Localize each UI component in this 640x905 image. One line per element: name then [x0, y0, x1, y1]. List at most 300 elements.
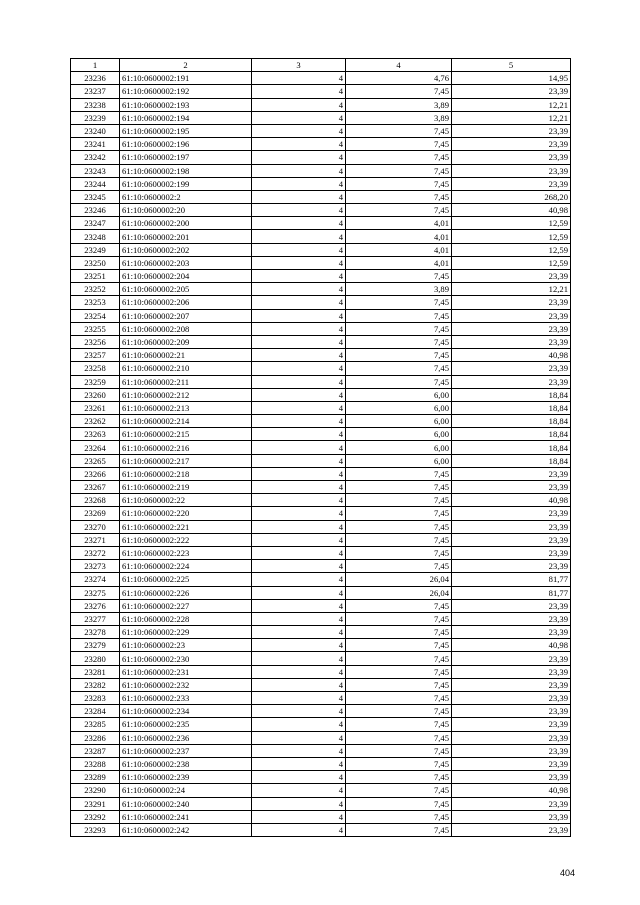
category-cell: 4 [252, 665, 346, 678]
total-cell: 23,39 [452, 560, 571, 573]
cadastral-number-cell: 61:10:0600002:223 [120, 546, 252, 559]
value-cell: 7,45 [346, 507, 452, 520]
cadastral-number-cell: 61:10:0600002:22 [120, 494, 252, 507]
header-row [71, 59, 571, 72]
total-cell: 12,59 [452, 217, 571, 230]
value-cell: 7,45 [346, 731, 452, 744]
row-number-cell: 23251 [71, 270, 120, 283]
cadastral-number-cell: 61:10:0600002:231 [120, 665, 252, 678]
total-cell: 23,39 [452, 335, 571, 348]
table-row [71, 375, 571, 388]
category-cell: 4 [252, 757, 346, 770]
value-cell: 7,45 [346, 797, 452, 810]
row-number-cell: 23242 [71, 151, 120, 164]
row-number-cell: 23252 [71, 283, 120, 296]
total-cell: 81,77 [452, 573, 571, 586]
row-number-cell: 23247 [71, 217, 120, 230]
category-cell: 4 [252, 85, 346, 98]
cadastral-number-cell: 61:10:0600002:191 [120, 72, 252, 85]
value-cell: 7,45 [346, 467, 452, 480]
row-number-cell: 23266 [71, 467, 120, 480]
table-row [71, 151, 571, 164]
category-cell: 4 [252, 388, 346, 401]
cadastral-number-cell: 61:10:0600002:210 [120, 362, 252, 375]
table-row [71, 757, 571, 770]
category-cell: 4 [252, 349, 346, 362]
table-row [71, 797, 571, 810]
category-cell: 4 [252, 243, 346, 256]
cadastral-number-cell: 61:10:0600002:199 [120, 177, 252, 190]
value-cell: 7,45 [346, 494, 452, 507]
table-row [71, 230, 571, 243]
table-row [71, 665, 571, 678]
column-header-1: 1 [71, 59, 120, 72]
cadastral-number-cell: 61:10:0600002:192 [120, 85, 252, 98]
row-number-cell: 23271 [71, 533, 120, 546]
total-cell: 18,84 [452, 441, 571, 454]
total-cell: 12,21 [452, 111, 571, 124]
total-cell: 23,39 [452, 309, 571, 322]
table-row [71, 217, 571, 230]
row-number-cell: 23286 [71, 731, 120, 744]
total-cell: 23,39 [452, 718, 571, 731]
value-cell: 6,00 [346, 388, 452, 401]
total-cell: 23,39 [452, 692, 571, 705]
cadastral-number-cell: 61:10:0600002:242 [120, 823, 252, 836]
total-cell: 23,39 [452, 177, 571, 190]
value-cell: 3,89 [346, 98, 452, 111]
row-number-cell: 23278 [71, 626, 120, 639]
table-row [71, 441, 571, 454]
table-row [71, 111, 571, 124]
category-cell: 4 [252, 190, 346, 203]
value-cell: 7,45 [346, 533, 452, 546]
row-number-cell: 23275 [71, 586, 120, 599]
total-cell: 23,39 [452, 322, 571, 335]
category-cell: 4 [252, 573, 346, 586]
row-number-cell: 23259 [71, 375, 120, 388]
row-number-cell: 23277 [71, 612, 120, 625]
category-cell: 4 [252, 362, 346, 375]
row-number-cell: 23272 [71, 546, 120, 559]
table-row [71, 639, 571, 652]
value-cell: 7,45 [346, 164, 452, 177]
category-cell: 4 [252, 270, 346, 283]
row-number-cell: 23290 [71, 784, 120, 797]
total-cell: 23,39 [452, 612, 571, 625]
total-cell: 40,98 [452, 784, 571, 797]
category-cell: 4 [252, 124, 346, 137]
category-cell: 4 [252, 560, 346, 573]
row-number-cell: 23243 [71, 164, 120, 177]
table-row [71, 692, 571, 705]
table-row [71, 810, 571, 823]
table-row [71, 731, 571, 744]
table-row [71, 177, 571, 190]
cadastral-number-cell: 61:10:0600002:216 [120, 441, 252, 454]
row-number-cell: 23258 [71, 362, 120, 375]
total-cell: 23,39 [452, 599, 571, 612]
value-cell: 7,45 [346, 560, 452, 573]
table-row [71, 362, 571, 375]
category-cell: 4 [252, 151, 346, 164]
row-number-cell: 23253 [71, 296, 120, 309]
table-row [71, 204, 571, 217]
row-number-cell: 23260 [71, 388, 120, 401]
total-cell: 18,84 [452, 454, 571, 467]
cadastral-number-cell: 61:10:0600002:229 [120, 626, 252, 639]
cadastral-number-cell: 61:10:0600002:196 [120, 138, 252, 151]
table-row [71, 322, 571, 335]
row-number-cell: 23283 [71, 692, 120, 705]
total-cell: 23,39 [452, 810, 571, 823]
cadastral-number-cell: 61:10:0600002:219 [120, 481, 252, 494]
cadastral-number-cell: 61:10:0600002:208 [120, 322, 252, 335]
category-cell: 4 [252, 639, 346, 652]
cadastral-number-cell: 61:10:0600002:221 [120, 520, 252, 533]
category-cell: 4 [252, 204, 346, 217]
value-cell: 7,45 [346, 612, 452, 625]
row-number-cell: 23238 [71, 98, 120, 111]
category-cell: 4 [252, 797, 346, 810]
data-table [70, 58, 571, 837]
total-cell: 23,39 [452, 375, 571, 388]
cadastral-number-cell: 61:10:0600002:234 [120, 705, 252, 718]
table-row [71, 705, 571, 718]
total-cell: 23,39 [452, 362, 571, 375]
row-number-cell: 23292 [71, 810, 120, 823]
category-cell: 4 [252, 533, 346, 546]
total-cell: 23,39 [452, 467, 571, 480]
cadastral-number-cell: 61:10:0600002:217 [120, 454, 252, 467]
cadastral-number-cell: 61:10:0600002:205 [120, 283, 252, 296]
table-row [71, 72, 571, 85]
category-cell: 4 [252, 692, 346, 705]
row-number-cell: 23257 [71, 349, 120, 362]
table-row [71, 190, 571, 203]
table-row [71, 784, 571, 797]
category-cell: 4 [252, 705, 346, 718]
value-cell: 7,45 [346, 270, 452, 283]
table-row [71, 533, 571, 546]
row-number-cell: 23236 [71, 72, 120, 85]
value-cell: 7,45 [346, 190, 452, 203]
cadastral-number-cell: 61:10:0600002:227 [120, 599, 252, 612]
value-cell: 7,45 [346, 296, 452, 309]
total-cell: 12,59 [452, 230, 571, 243]
cadastral-number-cell: 61:10:0600002:226 [120, 586, 252, 599]
row-number-cell: 23284 [71, 705, 120, 718]
value-cell: 7,45 [346, 757, 452, 770]
table-row [71, 401, 571, 414]
table-row [71, 349, 571, 362]
value-cell: 7,45 [346, 177, 452, 190]
category-cell: 4 [252, 731, 346, 744]
value-cell: 6,00 [346, 415, 452, 428]
cadastral-number-cell: 61:10:0600002:232 [120, 678, 252, 691]
value-cell: 4,01 [346, 230, 452, 243]
value-cell: 6,00 [346, 401, 452, 414]
total-cell: 23,39 [452, 546, 571, 559]
category-cell: 4 [252, 283, 346, 296]
value-cell: 3,89 [346, 111, 452, 124]
total-cell: 23,39 [452, 678, 571, 691]
category-cell: 4 [252, 441, 346, 454]
cadastral-number-cell: 61:10:0600002:197 [120, 151, 252, 164]
cadastral-number-cell: 61:10:0600002:215 [120, 428, 252, 441]
table-row [71, 599, 571, 612]
row-number-cell: 23237 [71, 85, 120, 98]
cadastral-number-cell: 61:10:0600002:222 [120, 533, 252, 546]
total-cell: 40,98 [452, 204, 571, 217]
value-cell: 7,45 [346, 692, 452, 705]
total-cell: 23,39 [452, 270, 571, 283]
row-number-cell: 23264 [71, 441, 120, 454]
table-row [71, 678, 571, 691]
total-cell: 23,39 [452, 626, 571, 639]
cadastral-number-cell: 61:10:0600002:194 [120, 111, 252, 124]
category-cell: 4 [252, 481, 346, 494]
cadastral-number-cell: 61:10:0600002:203 [120, 256, 252, 269]
cadastral-number-cell: 61:10:0600002:211 [120, 375, 252, 388]
value-cell: 7,45 [346, 375, 452, 388]
value-cell: 6,00 [346, 454, 452, 467]
row-number-cell: 23256 [71, 335, 120, 348]
category-cell: 4 [252, 599, 346, 612]
table-row [71, 718, 571, 731]
total-cell: 40,98 [452, 349, 571, 362]
total-cell: 268,20 [452, 190, 571, 203]
row-number-cell: 23291 [71, 797, 120, 810]
cadastral-number-cell: 61:10:0600002:236 [120, 731, 252, 744]
category-cell: 4 [252, 335, 346, 348]
cadastral-number-cell: 61:10:0600002:213 [120, 401, 252, 414]
table-row [71, 415, 571, 428]
row-number-cell: 23293 [71, 823, 120, 836]
category-cell: 4 [252, 415, 346, 428]
cadastral-number-cell: 61:10:0600002:241 [120, 810, 252, 823]
category-cell: 4 [252, 494, 346, 507]
table-row [71, 626, 571, 639]
total-cell: 12,59 [452, 256, 571, 269]
value-cell: 7,45 [346, 138, 452, 151]
value-cell: 7,45 [346, 599, 452, 612]
row-number-cell: 23249 [71, 243, 120, 256]
row-number-cell: 23270 [71, 520, 120, 533]
table-row [71, 771, 571, 784]
total-cell: 18,84 [452, 388, 571, 401]
row-number-cell: 23239 [71, 111, 120, 124]
table-row [71, 243, 571, 256]
value-cell: 7,45 [346, 771, 452, 784]
table-row [71, 560, 571, 573]
table-row [71, 335, 571, 348]
row-number-cell: 23280 [71, 652, 120, 665]
category-cell: 4 [252, 652, 346, 665]
total-cell: 23,39 [452, 771, 571, 784]
category-cell: 4 [252, 718, 346, 731]
category-cell: 4 [252, 296, 346, 309]
cadastral-number-cell: 61:10:0600002:193 [120, 98, 252, 111]
total-cell: 23,39 [452, 520, 571, 533]
table-row [71, 652, 571, 665]
cadastral-number-cell: 61:10:0600002:240 [120, 797, 252, 810]
cadastral-number-cell: 61:10:0600002:21 [120, 349, 252, 362]
total-cell: 23,39 [452, 757, 571, 770]
row-number-cell: 23261 [71, 401, 120, 414]
category-cell: 4 [252, 230, 346, 243]
value-cell: 4,76 [346, 72, 452, 85]
cadastral-number-cell: 61:10:0600002:204 [120, 270, 252, 283]
category-cell: 4 [252, 520, 346, 533]
category-cell: 4 [252, 678, 346, 691]
table-row [71, 744, 571, 757]
value-cell: 7,45 [346, 718, 452, 731]
row-number-cell: 23274 [71, 573, 120, 586]
value-cell: 7,45 [346, 520, 452, 533]
total-cell: 23,39 [452, 705, 571, 718]
cadastral-number-cell: 61:10:0600002:218 [120, 467, 252, 480]
table-row [71, 546, 571, 559]
category-cell: 4 [252, 72, 346, 85]
total-cell: 23,39 [452, 731, 571, 744]
row-number-cell: 23263 [71, 428, 120, 441]
cadastral-number-cell: 61:10:0600002:201 [120, 230, 252, 243]
table-row [71, 138, 571, 151]
value-cell: 26,04 [346, 586, 452, 599]
category-cell: 4 [252, 612, 346, 625]
value-cell: 7,45 [346, 639, 452, 652]
total-cell: 81,77 [452, 586, 571, 599]
total-cell: 23,39 [452, 797, 571, 810]
category-cell: 4 [252, 467, 346, 480]
cadastral-number-cell: 61:10:0600002:2 [120, 190, 252, 203]
value-cell: 7,45 [346, 678, 452, 691]
total-cell: 12,21 [452, 98, 571, 111]
value-cell: 7,45 [346, 481, 452, 494]
row-number-cell: 23288 [71, 757, 120, 770]
row-number-cell: 23245 [71, 190, 120, 203]
category-cell: 4 [252, 507, 346, 520]
cadastral-number-cell: 61:10:0600002:238 [120, 757, 252, 770]
table-row [71, 428, 571, 441]
category-cell: 4 [252, 784, 346, 797]
table-row [71, 270, 571, 283]
cadastral-number-cell: 61:10:0600002:224 [120, 560, 252, 573]
cadastral-number-cell: 61:10:0600002:239 [120, 771, 252, 784]
category-cell: 4 [252, 428, 346, 441]
row-number-cell: 23248 [71, 230, 120, 243]
cadastral-number-cell: 61:10:0600002:228 [120, 612, 252, 625]
row-number-cell: 23254 [71, 309, 120, 322]
total-cell: 23,39 [452, 85, 571, 98]
value-cell: 4,01 [346, 243, 452, 256]
total-cell: 23,39 [452, 665, 571, 678]
total-cell: 23,39 [452, 151, 571, 164]
value-cell: 4,01 [346, 256, 452, 269]
value-cell: 7,45 [346, 810, 452, 823]
category-cell: 4 [252, 454, 346, 467]
category-cell: 4 [252, 546, 346, 559]
column-header-2: 2 [120, 59, 252, 72]
total-cell: 23,39 [452, 124, 571, 137]
category-cell: 4 [252, 810, 346, 823]
value-cell: 7,45 [346, 124, 452, 137]
column-header-4: 4 [346, 59, 452, 72]
row-number-cell: 23246 [71, 204, 120, 217]
value-cell: 7,45 [346, 349, 452, 362]
cadastral-number-cell: 61:10:0600002:24 [120, 784, 252, 797]
total-cell: 23,39 [452, 533, 571, 546]
value-cell: 7,45 [346, 362, 452, 375]
category-cell: 4 [252, 217, 346, 230]
category-cell: 4 [252, 309, 346, 322]
table-row [71, 124, 571, 137]
row-number-cell: 23289 [71, 771, 120, 784]
row-number-cell: 23276 [71, 599, 120, 612]
cadastral-number-cell: 61:10:0600002:206 [120, 296, 252, 309]
row-number-cell: 23262 [71, 415, 120, 428]
cadastral-number-cell: 61:10:0600002:198 [120, 164, 252, 177]
table-row [71, 467, 571, 480]
category-cell: 4 [252, 322, 346, 335]
table-row [71, 283, 571, 296]
table-row [71, 256, 571, 269]
total-cell: 23,39 [452, 652, 571, 665]
row-number-cell: 23281 [71, 665, 120, 678]
table-row [71, 573, 571, 586]
column-header-5: 5 [452, 59, 571, 72]
total-cell: 23,39 [452, 164, 571, 177]
category-cell: 4 [252, 177, 346, 190]
total-cell: 18,84 [452, 415, 571, 428]
table-row [71, 98, 571, 111]
category-cell: 4 [252, 771, 346, 784]
table-row [71, 481, 571, 494]
total-cell: 14,95 [452, 72, 571, 85]
table-row [71, 309, 571, 322]
category-cell: 4 [252, 586, 346, 599]
table-row [71, 388, 571, 401]
category-cell: 4 [252, 164, 346, 177]
category-cell: 4 [252, 375, 346, 388]
cadastral-number-cell: 61:10:0600002:230 [120, 652, 252, 665]
table-row [71, 520, 571, 533]
value-cell: 7,45 [346, 322, 452, 335]
value-cell: 7,45 [346, 309, 452, 322]
total-cell: 40,98 [452, 639, 571, 652]
total-cell: 12,21 [452, 283, 571, 296]
category-cell: 4 [252, 744, 346, 757]
row-number-cell: 23269 [71, 507, 120, 520]
cadastral-number-cell: 61:10:0600002:233 [120, 692, 252, 705]
value-cell: 6,00 [346, 441, 452, 454]
value-cell: 7,45 [346, 85, 452, 98]
total-cell: 23,39 [452, 823, 571, 836]
cadastral-number-cell: 61:10:0600002:207 [120, 309, 252, 322]
value-cell: 4,01 [346, 217, 452, 230]
cadastral-number-cell: 61:10:0600002:202 [120, 243, 252, 256]
row-number-cell: 23279 [71, 639, 120, 652]
value-cell: 7,45 [346, 626, 452, 639]
column-header-3: 3 [252, 59, 346, 72]
cadastral-number-cell: 61:10:0600002:23 [120, 639, 252, 652]
category-cell: 4 [252, 111, 346, 124]
row-number-cell: 23241 [71, 138, 120, 151]
total-cell: 23,39 [452, 138, 571, 151]
cadastral-number-cell: 61:10:0600002:225 [120, 573, 252, 586]
value-cell: 7,45 [346, 151, 452, 164]
